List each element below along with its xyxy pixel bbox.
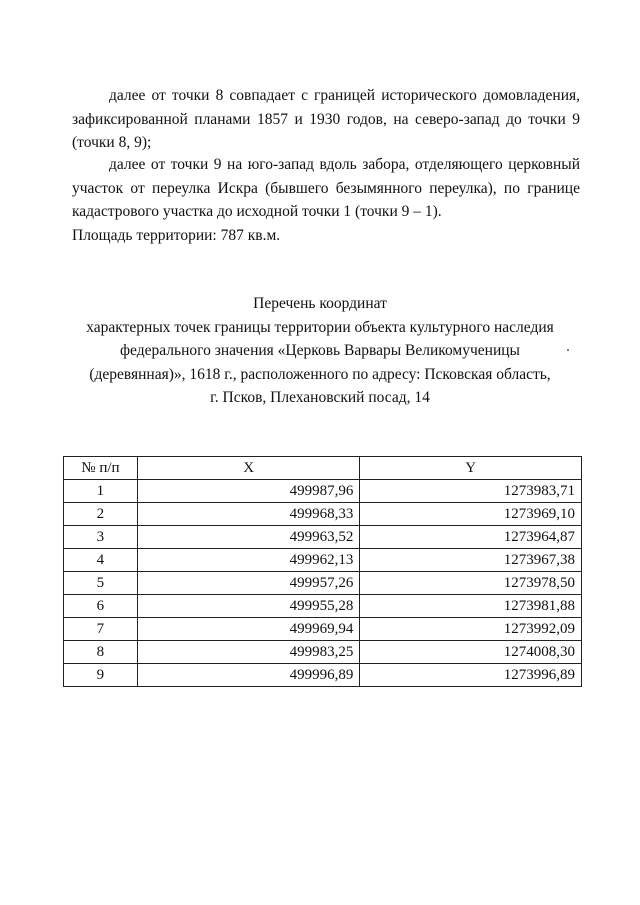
table-row [64,549,582,572]
heading-line-3: федерального значения «Церковь Варвары Великомученицы [120,342,520,359]
table-header-row [64,457,582,480]
scan-speck [567,349,569,351]
heading-line-2: характерных точек границы территории объекта культурного наследия [86,318,554,336]
table-row [64,480,582,503]
cell-y: 1273964,87 [360,526,582,549]
table-row [64,526,582,549]
cell-number: 9 [64,664,138,687]
cell-y: 1273996,89 [360,664,582,687]
coordinates-list-heading [60,292,580,410]
cell-number: 8 [64,641,138,664]
cell-x: 499968,33 [137,503,360,526]
cell-number: 6 [64,595,138,618]
cell-x: 499983,25 [137,641,360,664]
table-row [64,572,582,595]
header-y: Y [360,457,582,480]
boundary-description-paragraph-1: далее от точки 8 совпадает с границей исторического домовладения, зафиксированной планами 1857 и 1930 годов, на северо-запад до точки 9 (точки 8, 9); [72,87,580,151]
table-row [64,641,582,664]
cell-number: 1 [64,480,138,503]
cell-x: 499987,96 [137,480,360,503]
header-x: X [137,457,360,480]
table-row [64,595,582,618]
cell-number: 7 [64,618,138,641]
cell-number: 4 [64,549,138,572]
cell-x: 499957,26 [137,572,360,595]
cell-y: 1274008,30 [360,641,582,664]
header-number: № п/п [64,457,138,480]
heading-line-5: г. Псков, Плехановский посад, 14 [210,389,430,406]
table-row [64,664,582,687]
cell-x: 499969,94 [137,618,360,641]
cell-y: 1273983,71 [360,480,582,503]
cell-x: 499996,89 [137,664,360,687]
cell-y: 1273978,50 [360,572,582,595]
table-row [64,503,582,526]
table-row [64,618,582,641]
heading-line-4: (деревянная)», 1618 г., расположенного по адресу: Псковская область, [89,365,551,383]
cell-y: 1273967,38 [360,549,582,572]
territory-area-text: Площадь территории: 787 кв.м. [72,227,281,244]
cell-x: 499962,13 [137,549,360,572]
coordinates-table [63,456,582,687]
cell-y: 1273969,10 [360,503,582,526]
cell-x: 499955,28 [137,595,360,618]
boundary-description-paragraph-2: далее от точки 9 на юго-запад вдоль забора, отделяющего церковный участок от переулка Искра (бывшего безымянного переулка), по границе кадастрового участка до исходной точки 1 (точки 9 – 1). [72,156,580,220]
cell-x: 499963,52 [137,526,360,549]
cell-y: 1273981,88 [360,595,582,618]
cell-number: 5 [64,572,138,595]
cell-y: 1273992,09 [360,618,582,641]
cell-number: 3 [64,526,138,549]
heading-line-1: Перечень координат [253,295,387,312]
cell-number: 2 [64,503,138,526]
